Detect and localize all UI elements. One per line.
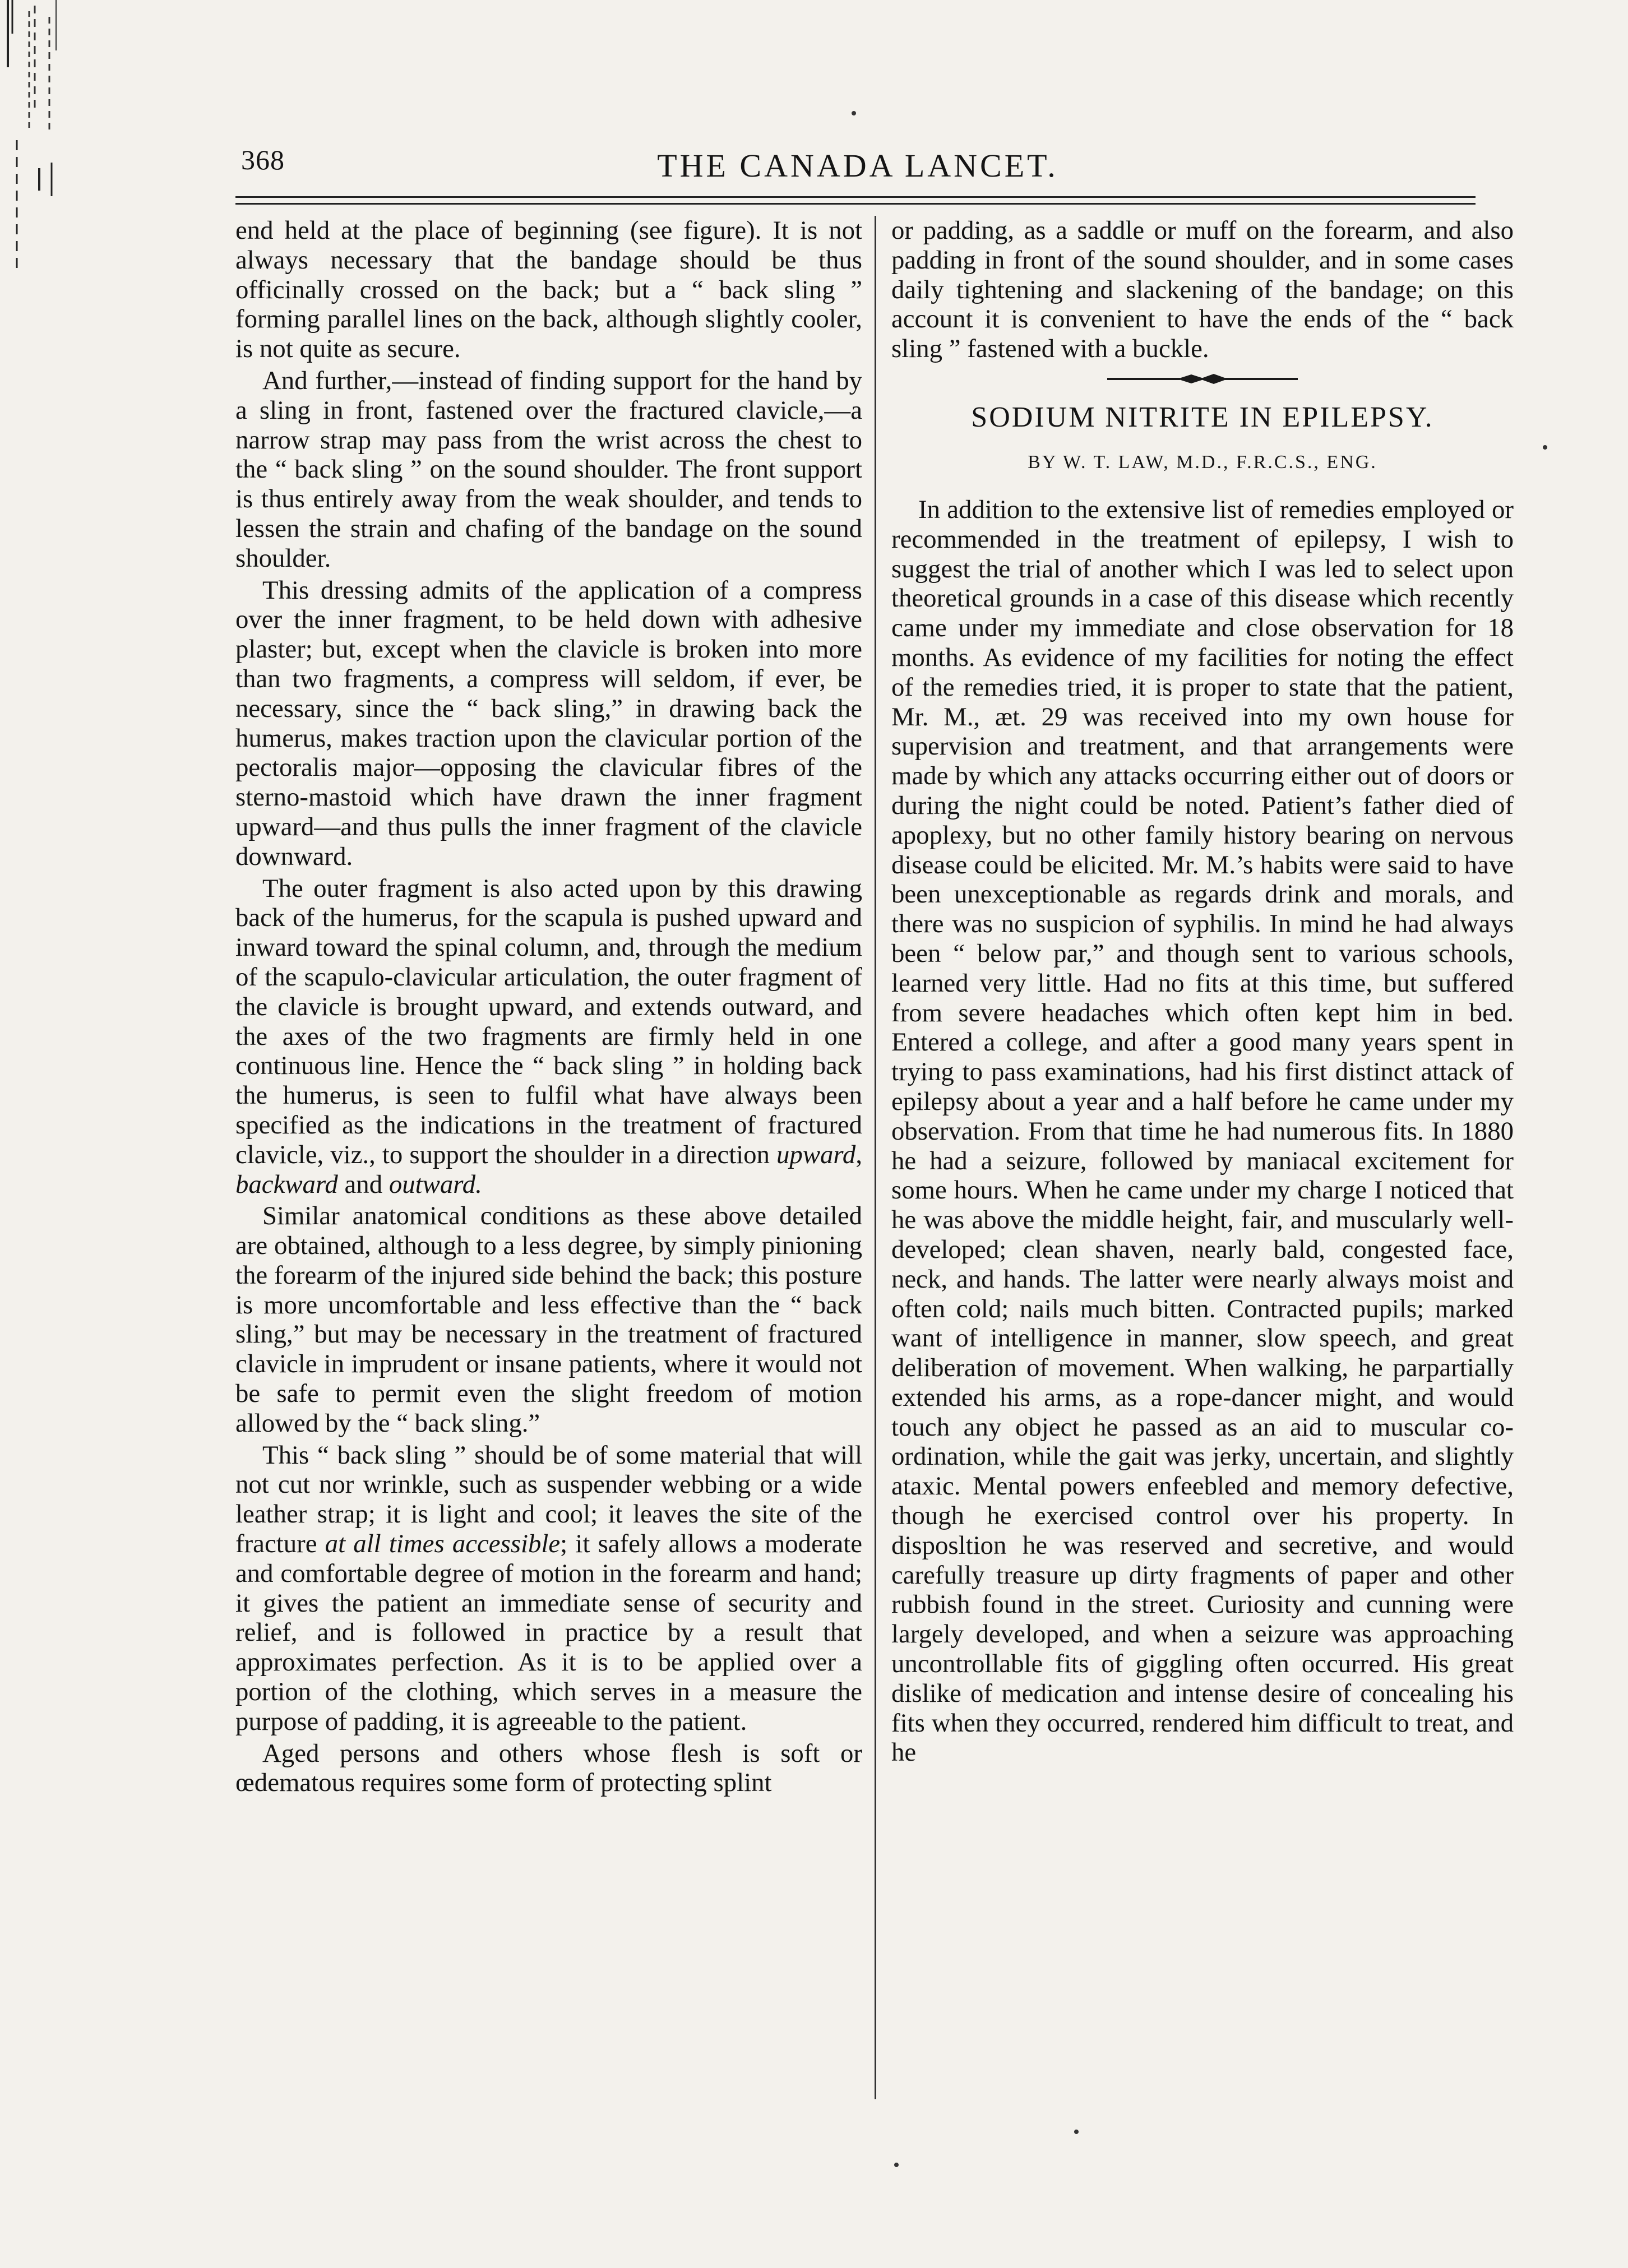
separator: , [855, 1140, 863, 1169]
stray-mark [1074, 2130, 1079, 2134]
page-header [241, 140, 1474, 191]
article-title: SODIUM NITRITE IN EPILEPSY. [971, 401, 1434, 433]
paragraph: This dressing admits of the application of a compress over the inner fragment, to be held down with adhesive plaster; but, except when the clavicle is broken into more than two fragments, a compress will seldom, if ever, be necessary, since the “ back sling,” in drawing back the humerus, makes traction upon the clavicular portion of the pectoralis major—opposing the clavicular fibres of the sterno-mastoid which have drawn the inner fragment upward—and thus pulls the inner fragment of the clavicle downward. [235, 575, 862, 871]
paragraph: Aged persons and others whose flesh is soft or œdematous requires some form of protecting splint [235, 1738, 862, 1798]
paragraph-text: This “ back sling ” should be of some material that will not cut nor wrinkle, such as suspender webbing or a wide leather strap; it is light and cool; it leaves the site of the fracture [235, 1440, 862, 1559]
italic-term: outward. [388, 1169, 482, 1199]
paragraph: And further,—instead of finding support for the hand by a sling in front, fastened over the fractured clavicle,—a narrow strap may pass from the wrist across the chest to the “ back sling ” on the sound shoulder. The front support is thus entirely away from the weak shoulder, and tends to lessen the strain and chafing of the bandage on the sound shoulder. [235, 365, 862, 573]
left-column [235, 216, 862, 1798]
paragraph: end held at the place of beginning (see figure). It is not always necessary that the bandage should be thus officinally crossed on the back; but a “ back sling ” forming parallel lines on the back, although slightly cooler, is not quite as secure. [235, 216, 862, 364]
column-divider [875, 216, 876, 2099]
binding-edge-marks [0, 0, 84, 291]
separator: and [344, 1169, 383, 1199]
italic-phrase: at all times accessible [325, 1529, 561, 1559]
header-rule-double [235, 203, 1476, 205]
paragraph: or padding, as a saddle or muff on the forearm, and also padding in front of the sound shoulder, and in some cases daily tightening and slackening of the bandage; on this account it is convenient to have the ends of the “ back sling ” fastened with a buckle. [891, 216, 1514, 364]
stray-mark [1543, 445, 1547, 450]
page-number: 368 [241, 144, 285, 175]
section-ornament-divider [1107, 372, 1298, 386]
italic-term: upward [776, 1140, 856, 1169]
italic-term: backward [235, 1169, 338, 1199]
stray-mark [852, 111, 856, 115]
paragraph-text: ; it safely allows a moderate and comfortable degree of motion in the forearm and hand; it gives the patient an immediate sense of security and relief, and is followed in practice by a result that approximates perfection. As it is to be applied over a portion of the clothing, which serves in a measure the purpose of padding, it is agreeable to the patient. [235, 1529, 862, 1736]
right-column [891, 216, 1514, 1767]
paragraph-text: The outer fragment is also acted upon by this drawing back of the humerus, for the scapula is pushed upward and inward toward the spinal column, and, through the medium of the scapulo-clavicular articulation, the outer fragment of the clavicle is brought upward, and extends outward, and the axes of the two fragments are firmly held in one continuous line. Hence the “ back sling ” in holding back the humerus, is seen to fulfil what have always been specified as the indications in the treatment of fractured clavicle, viz., to support the shoulder in a direction [235, 873, 862, 1169]
article-byline: BY W. T. LAW, M.D., F.R.C.S., ENG. [1028, 451, 1377, 473]
paragraph [235, 874, 862, 1200]
stray-mark [894, 2163, 899, 2167]
paragraph [235, 1441, 862, 1737]
header-rule [235, 196, 1476, 198]
paragraph: Similar anatomical conditions as these above detailed are obtained, although to a less degree, by simply pinioning the forearm of the injured side behind the back; this posture is more uncomfortable and less effective than the “ back sling,” but may be necessary in the treatment of fractured clavicle in imprudent or insane patients, where it would not be safe to permit even the slight freedom of motion allowed by the “ back sling.” [235, 1201, 862, 1438]
paragraph: In addition to the extensive list of remedies employed or recommended in the treatment of epilepsy, I wish to suggest the trial of another which I was led to select upon theoretical grounds in a case of this disease which recently came under my immediate and close observation for 18 months. As evidence of my facilities for noting the effect of the remedies tried, it is proper to state that the patient, Mr. M., æt. 29 was received into my own house for supervision and treatment, and that arrangements were made by which any attacks occurring either out of doors or during the night could be noted. Patient’s father died of apoplexy, but no other family history bearing on nervous disease could be elicited. Mr. M.’s habits were said to have been unexceptionable as regards drink and morals, and there was no suspicion of syphilis. In mind he had always been “ below par,” and though sent to various schools, learned very little. Had no fits at this time, but suffered from severe headaches which often kept him in bed. Entered a college, and after a good many years spent in trying to pass examinations, had his first distinct attack of epilepsy about a year and a half before he came under my observation. From that time he had numerous fits. In 1880 he had a seizure, followed by maniacal excitement for some hours. When he came under my charge I noticed that he was above the middle height, fair, and muscularly well-developed; clean shaven, nearly bald, congested face, neck, and hands. The latter were nearly always moist and often cold; nails much bitten. Contracted pupils; marked want of intelligence in manner, slow speech, and great deliberation of movement. When walking, he parpartially extended his arms, as a rope-dancer might, and would touch any object he passed as an aid to muscular co-ordination, while the gait was jerky, uncertain, and slightly ataxic. Mental powers enfeebled and memory defective, though he exercised control over his property. In disposltion he was reserved and secretive, and would carefully treasure up dirty fragments of paper and other rubbish found in the street. Curiosity and cunning were largely developed, and when a seizure was approaching uncontrollable fits of giggling often occurred. His great dislike of medication and intense desire of concealing his fits when they occurred, rendered him difficult to treat, and he [891, 494, 1514, 1767]
running-title: THE CANADA LANCET. [657, 147, 1058, 184]
